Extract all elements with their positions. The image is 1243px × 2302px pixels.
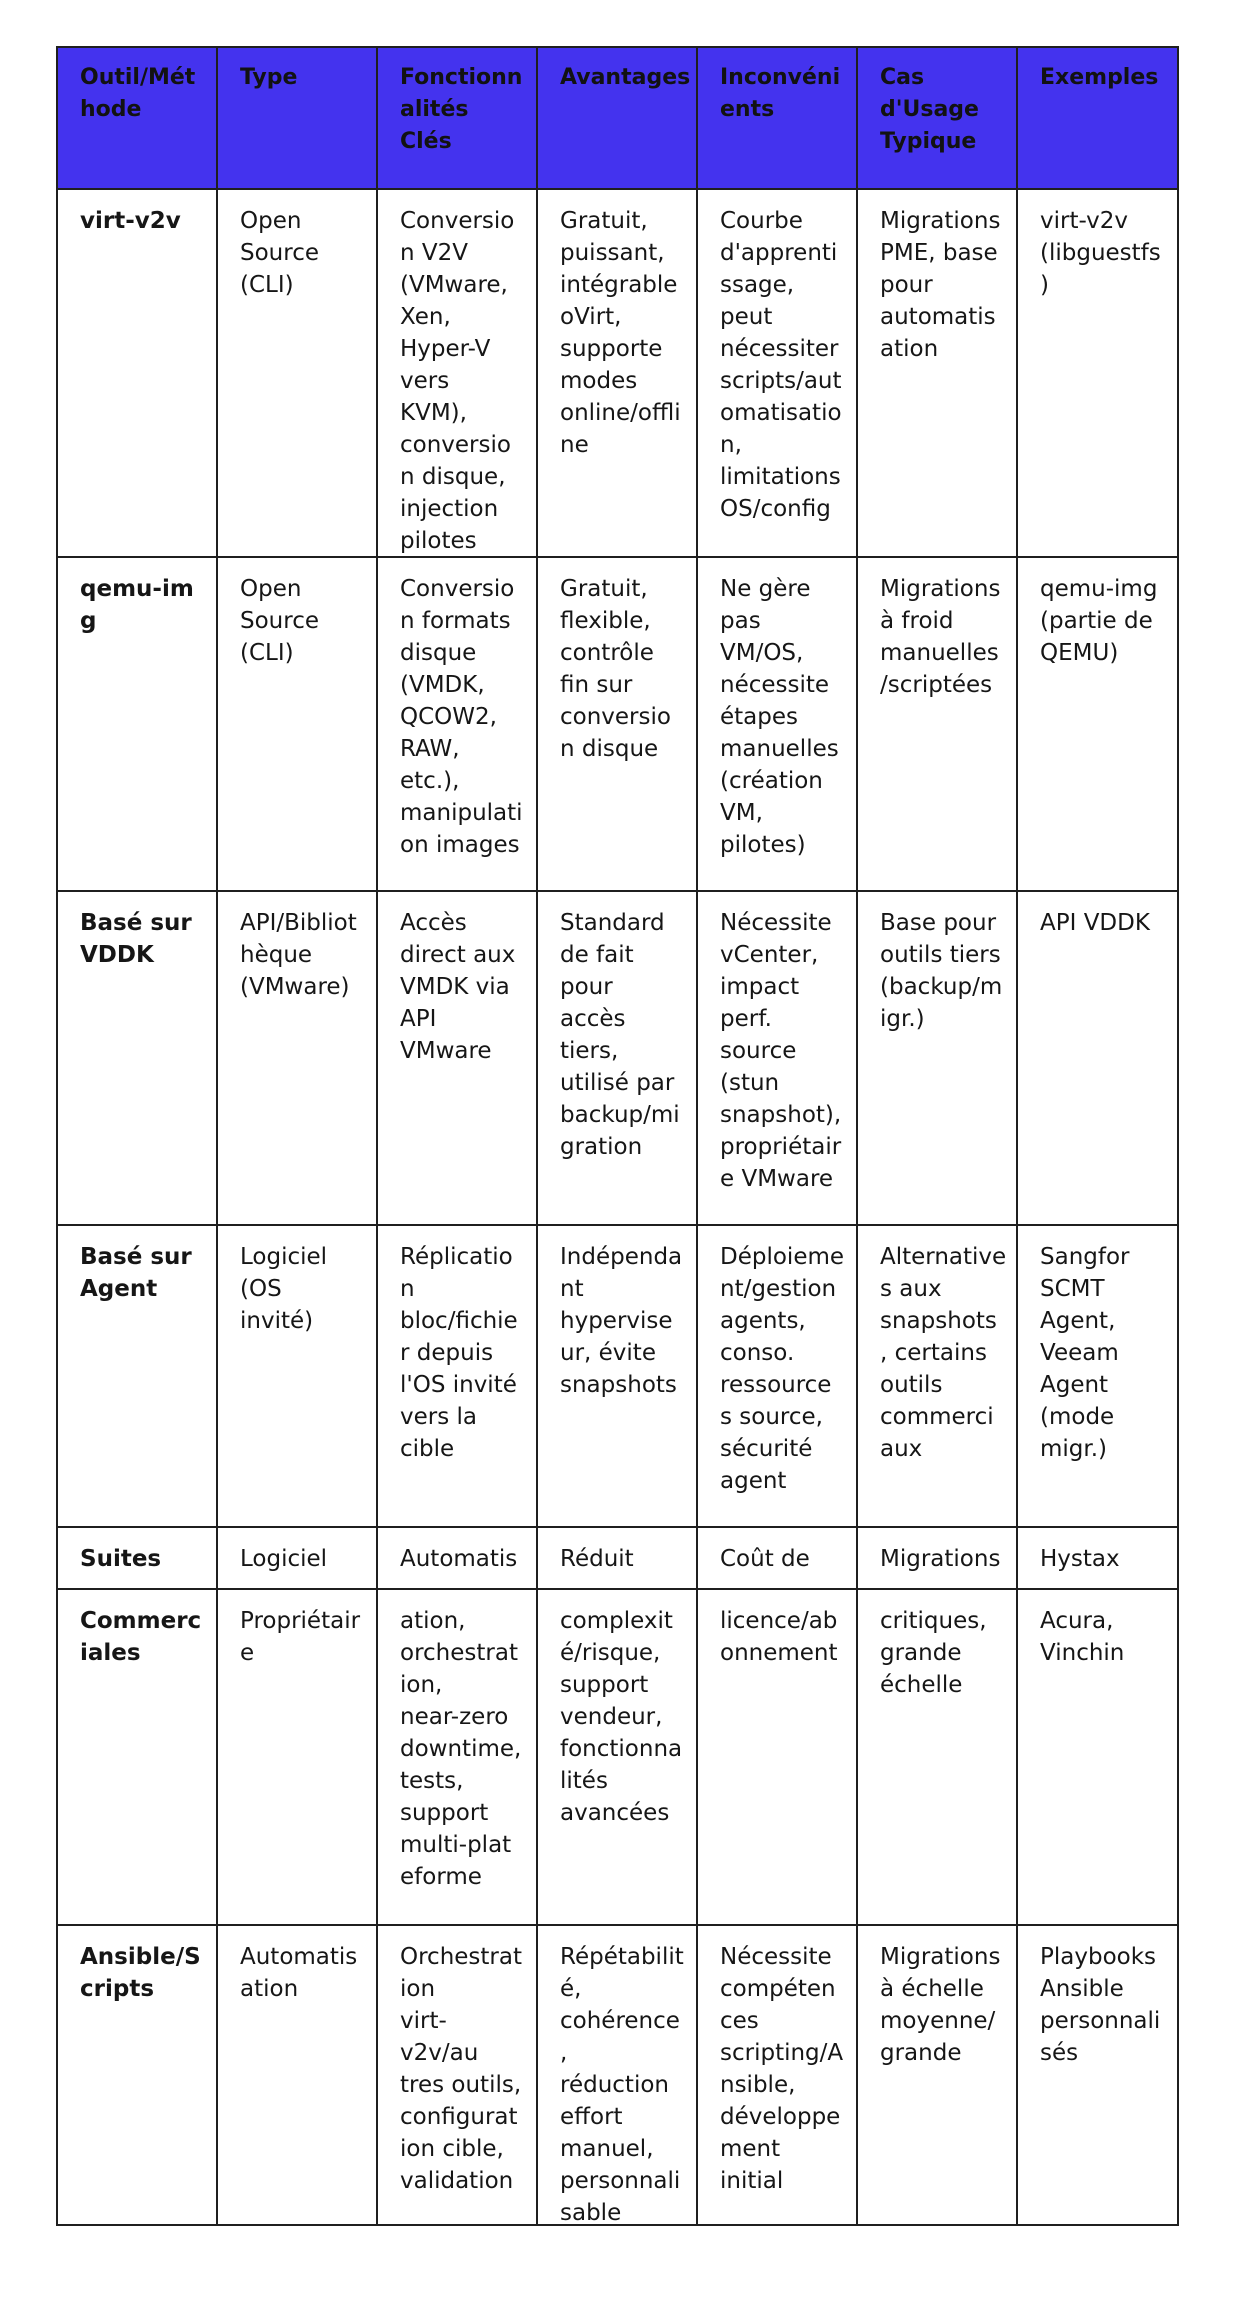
- row-cell-outil: Basé sur Agent: [58, 1226, 218, 1526]
- row-cell-outil: Commerc iales: [58, 1590, 218, 1924]
- row-cell-exemples: qemu-img (partie de QEMU): [1040, 576, 1158, 666]
- row-cell-avantages: Répétabilit é, cohérence , réduction effort manuel, personnali sable: [538, 1926, 698, 2224]
- row-cell-avantages: Réduit: [538, 1528, 698, 1588]
- header-cell-fonctionnalites: Fonctionn alités Clés: [378, 48, 538, 188]
- row-cell-inconvenients: Coût de: [698, 1528, 858, 1588]
- row-cell-fonctionnalites: Automatis: [378, 1528, 538, 1588]
- header-cell-avantages: Avantages: [538, 48, 698, 188]
- row-cell-cas-usage: critiques, grande échelle: [858, 1590, 1018, 1924]
- row-cell-exemples: Acura, Vinchin: [1040, 1608, 1125, 1666]
- row-cell-avantages: Gratuit, puissant, intégrable oVirt, supporte modes online/offli ne: [538, 190, 698, 556]
- row-cell-avantages: Indépenda nt hypervise ur, évite snapshots: [538, 1226, 698, 1526]
- row-cell-fonctionnalites: Conversio n V2V (VMware, Xen, Hyper-V vers KVM), conversio n disque, injection pilotes: [378, 190, 538, 556]
- row-cell-cas-usage: Migrations: [858, 1528, 1018, 1588]
- header-cell-exemples: Exemples: [1040, 65, 1159, 90]
- row-cell-type: Logiciel (OS invité): [218, 1226, 378, 1526]
- row-cell-type: Open Source (CLI): [218, 558, 378, 890]
- row-cell-inconvenients: Ne gère pas VM/OS, nécessite étapes manuelles (création VM, pilotes): [698, 558, 858, 890]
- header-cell-inconvenients: Inconvéni ents: [698, 48, 858, 188]
- table-row: [56, 1526, 1179, 1590]
- table-header-row: [56, 46, 1179, 190]
- row-cell-cas-usage: Migrations à froid manuelles /scriptées: [858, 558, 1018, 890]
- row-cell-cas-usage: Alternative s aux snapshots , certains outils commerci aux: [858, 1226, 1018, 1526]
- table-row: [56, 556, 1179, 892]
- row-cell-outil: virt-v2v: [58, 190, 218, 556]
- row-cell-inconvenients: Courbe d'apprenti ssage, peut nécessiter scripts/aut omatisatio n, limitations OS/config: [698, 190, 858, 556]
- table-row: [56, 1588, 1179, 1926]
- row-cell-avantages: Gratuit, flexible, contrôle fin sur conversio n disque: [538, 558, 698, 890]
- header-cell-cas-usage: Cas d'Usage Typique: [858, 48, 1018, 188]
- row-cell-cas-usage: Base pour outils tiers (backup/m igr.): [858, 892, 1018, 1224]
- row-cell-type: API/Bibliot hèque (VMware): [218, 892, 378, 1224]
- row-cell-fonctionnalites: Accès direct aux VMDK via API VMware: [378, 892, 538, 1224]
- row-cell-exemples: Playbooks Ansible personnali sés: [1040, 1944, 1161, 2066]
- row-cell-outil: Suites: [58, 1528, 218, 1588]
- table-row: [56, 1924, 1179, 2226]
- row-cell-inconvenients: Déploieme nt/gestion agents, conso. ressource s source, sécurité agent: [698, 1226, 858, 1526]
- row-cell-type: Open Source (CLI): [218, 190, 378, 556]
- row-cell-type: Propriétair e: [218, 1590, 378, 1924]
- row-cell-exemples: virt-v2v (libguestfs ): [1040, 208, 1161, 298]
- row-cell-avantages: complexit é/risque, support vendeur, fonctionna lités avancées: [538, 1590, 698, 1924]
- row-cell-exemples: Hystax: [1040, 1546, 1120, 1572]
- row-cell-avantages: Standard de fait pour accès tiers, utilisé par backup/mi gration: [538, 892, 698, 1224]
- header-cell-outil: Outil/Mét hode: [58, 48, 218, 188]
- row-cell-inconvenients: Nécessite vCenter, impact perf. source (stun snapshot), propriétair e VMware: [698, 892, 858, 1224]
- row-cell-fonctionnalites: ation, orchestrat ion, near-zero downtime, tests, support multi-plat eforme: [378, 1590, 538, 1924]
- row-cell-type: Automatis ation: [218, 1926, 378, 2224]
- row-cell-inconvenients: licence/ab onnement: [698, 1590, 858, 1924]
- row-cell-outil: Basé sur VDDK: [58, 892, 218, 1224]
- row-cell-exemples: API VDDK: [1040, 910, 1150, 936]
- row-cell-type: Logiciel: [218, 1528, 378, 1588]
- row-cell-fonctionnalites: Réplicatio n bloc/fichie r depuis l'OS invité vers la cible: [378, 1226, 538, 1526]
- row-cell-cas-usage: Migrations à échelle moyenne/ grande: [858, 1926, 1018, 2224]
- row-cell-fonctionnalites: Orchestrat ion virt-v2v/au tres outils, configurat ion cible, validation: [378, 1926, 538, 2224]
- table-row: [56, 890, 1179, 1226]
- row-cell-outil: Ansible/S cripts: [58, 1926, 218, 2224]
- table-row: [56, 188, 1179, 558]
- row-cell-fonctionnalites: Conversio n formats disque (VMDK, QCOW2, RAW, etc.), manipulati on images: [378, 558, 538, 890]
- row-cell-outil: qemu-im g: [58, 558, 218, 890]
- header-cell-type: Type: [218, 48, 378, 188]
- row-cell-inconvenients: Nécessite compéten ces scripting/A nsible, développe ment initial: [698, 1926, 858, 2224]
- table-row: [56, 1224, 1179, 1528]
- row-cell-cas-usage: Migrations PME, base pour automatis ation: [858, 190, 1018, 556]
- row-cell-exemples: Sangfor SCMT Agent, Veeam Agent (mode migr.): [1040, 1244, 1130, 1462]
